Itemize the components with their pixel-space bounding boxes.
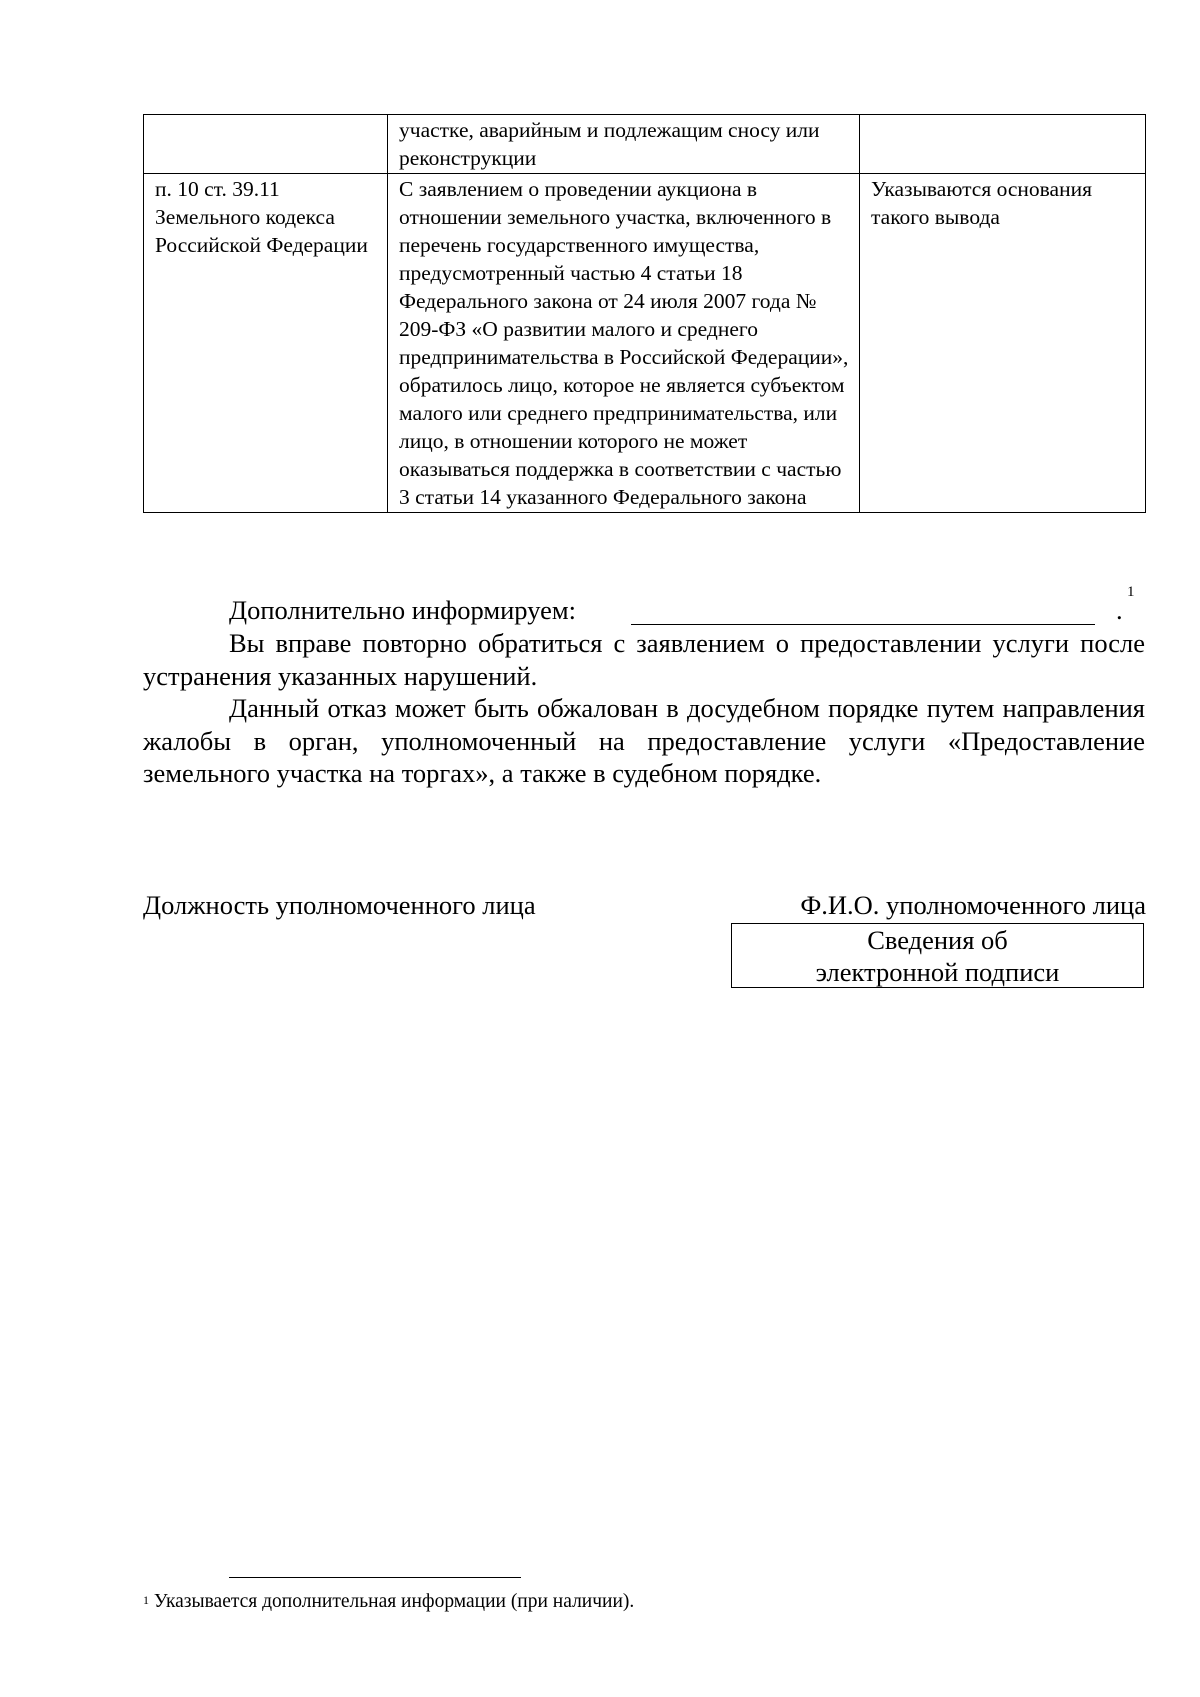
electronic-signature-box xyxy=(731,923,1144,988)
footnote-separator xyxy=(229,1577,521,1578)
reason-cell: участке, аварийным и подлежащим сносу или реконструкции xyxy=(388,115,860,174)
table-row xyxy=(144,174,1146,513)
additional-info-dot: . xyxy=(1116,595,1123,625)
additional-info-label: Дополнительно информируем: xyxy=(229,595,576,625)
explanation-cell: Указываются основания такого вывода xyxy=(860,174,1146,513)
reason-cell: С заявлением о проведении аукциона в отношении земельного участка, включенного в перечень государственного имущества, предусмотренный частью 4 статьи 18 Федерального закона от 24 июля 2007 года № 209-ФЗ «О развитии малого и среднего предпринимательства в Российской Федерации», обратилось лицо, которое не является субъектом малого или среднего предпринимательства, или лицо, в отношении которого не может оказываться поддержка в соответствии с частью 3 статьи 14 указанного Федерального закона xyxy=(388,174,860,513)
footnote-reference: 1 xyxy=(1127,584,1135,600)
additional-info-line xyxy=(229,584,1149,627)
refusal-grounds-table xyxy=(143,114,1146,513)
appeal-paragraph: Данный отказ может быть обжалован в досудебном порядке путем направления жалобы в орган, уполномоченный на предоставление услуги «Предоставление земельного участка на торгах», а также в судебном порядке. xyxy=(143,693,1145,788)
footnote xyxy=(143,1590,634,1614)
basis-cell: п. 10 ст. 39.11 Земельного кодекса Российской Федерации xyxy=(144,174,388,513)
explanation-cell xyxy=(860,115,1146,174)
footnote-text: Указывается дополнительная информации (при наличии). xyxy=(149,1591,635,1612)
retry-paragraph: Вы вправе повторно обратиться с заявлением о предоставлении услуги после устранения указанных нарушений. xyxy=(143,628,1145,691)
esign-line-2: электронной подписи xyxy=(815,957,1060,987)
footnote-mark: 1 xyxy=(143,1593,149,1607)
table-row xyxy=(144,115,1146,174)
basis-cell xyxy=(144,115,388,174)
additional-info-blank xyxy=(631,624,1095,625)
esign-line-1: Сведения об xyxy=(867,925,1008,955)
signatory-position-label: Должность уполномоченного лица xyxy=(143,890,536,920)
signatory-name-label: Ф.И.О. уполномоченного лица xyxy=(800,890,1146,920)
